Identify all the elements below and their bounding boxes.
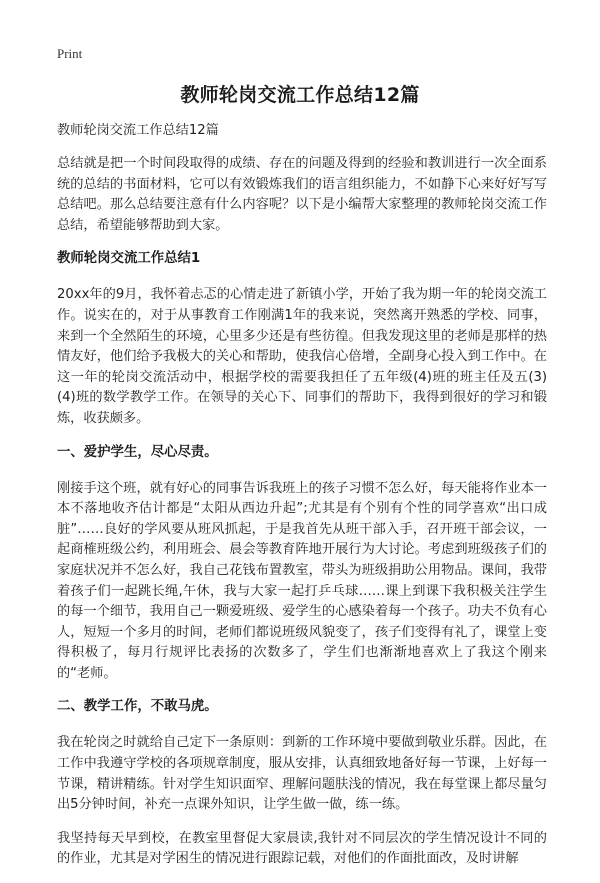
section-heading-love-students: 一、爱护学生，尽心尽责。 bbox=[57, 444, 218, 460]
section-heading-teaching-work: 二、教学工作，不敢马虎。 bbox=[57, 699, 218, 715]
document-title: 教师轮岗交流工作总结12篇 bbox=[180, 84, 420, 106]
intro-paragraph: 总结就是把一个时间段取得的成绩、存在的问题及得到的经验和教训进行一次全面系统的总结的书面材料，它可以有效锻炼我们的语言组织能力，不如静下心来好好写写总结吧。那么总结要注意有什么内容呢？以下是小编帮大家整理的教师轮岗交流工作总结，希望能够帮助到大家。 bbox=[57, 156, 547, 233]
print-label: Print bbox=[57, 46, 83, 61]
document-body bbox=[57, 121, 547, 883]
section1-paragraph: 20xx年的9月，我怀着忐忑的心情走进了新镇小学，开始了我为期一年的轮岗交流工作。说实在的，对于从事教育工作刚满1年的我来说，突然离开熟悉的学校、同事，来到一个全然陌生的环境，心里多少还是有些彷徨。但我发现这里的老师是那样的热情友好，他们给予我极大的关心和帮助，使我信心倍增，全副身心投入到工作中。在这一年的轮岗交流活动中，根据学校的需要我担任了五年级(4)班的班主任及五(3)(4)班的数学教学工作。在领导的关心下、同事们的帮助下，我得到很好的学习和锻炼，收获颇多。 bbox=[57, 287, 547, 426]
document-subtitle: 教师轮岗交流工作总结12篇 bbox=[57, 123, 219, 138]
love-students-paragraph: 刚接手这个班，就有好心的同事告诉我班上的孩子习惯不怎么好，每天能将作业本一本不落地收齐估计都是“太阳从西边升起”;尤其是有个别有个性的同学喜欢“出口成脏”……良好的学风要从班风抓起，于是我首先从班干部入手，召开班干部会议，一起商榷班级公约，利用班会、晨会等教育阵地开展行为大讨论。考虑到班级孩子们的家庭状况并不怎么好，我自己花钱布置教室，带头为班级捐助公用物品。课间，我带着孩子们一起跳长绳,午休，我与大家一起打乒乓球……课上到课下我积极关注学生的每一个细节，我用自己一颗爱班级、爱学生的心感染着每一个孩子。功夫不负有心人，短短一个多月的时间，老师们都说班级风貌变了，孩子们变得有礼了，课堂上变得积极了，每月行规评比表扬的次数多了，学生们也渐渐地喜欢上了我这个刚来的“老师。 bbox=[57, 480, 547, 681]
section-heading-summary-1: 教师轮岗交流工作总结1 bbox=[57, 251, 201, 267]
teaching-paragraph-1: 我在轮岗之时就给自己定下一条原则：到新的工作环境中要做到敬业乐群。因此，在工作中我遵守学校的各项规章制度，服从安排，认真细致地备好每一节课，上好每一节课，精讲精练。针对学生知识面窄、理解问题肤浅的情况，我在每堂课上都尽量匀出5分钟时间，补充一点课外知识，让学生做一做，练一练。 bbox=[57, 735, 547, 813]
teaching-paragraph-2: 我坚持每天早到校，在教室里督促大家晨读,我针对不同层次的学生情况设计不同的的作业，尤其是对学困生的情况进行跟踪记载，对他们的作面批面改，及时讲解 bbox=[57, 830, 547, 867]
